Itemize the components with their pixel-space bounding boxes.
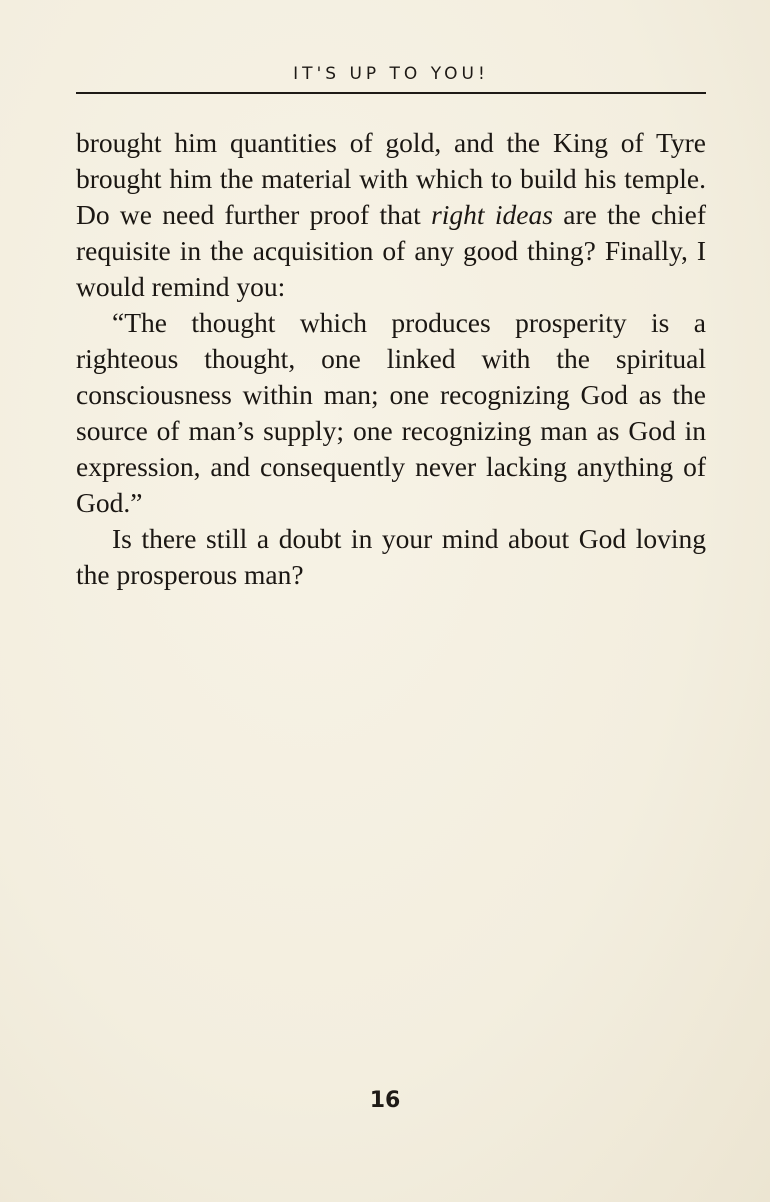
italic-emphasis: right ideas: [431, 199, 553, 230]
body-text: [76, 125, 706, 593]
header-rule: [76, 92, 706, 94]
block-quote: “The thought which produces prosperity is a righteous thought, one linked with the spiritual consciousness within man; one recognizing God as the source of man’s supply; one recognizing man as God in expression, and consequently never lacking anything of God.”: [76, 307, 706, 518]
running-header: IT'S UP TO YOU!: [293, 64, 489, 84]
closing-question: Is there still a doubt in your mind about God loving the prosperous man?: [76, 523, 706, 590]
paragraph-text: brought him quantities of gold, and the King of Tyre brought him the material with which to build his temple. Do we need further proof that: [76, 127, 706, 230]
paragraph-continuation: [76, 125, 706, 305]
page-number: 16: [369, 1088, 401, 1113]
paragraph-text: are the chief requisite in the acquisition of any good thing? Finally, I would remind you:: [76, 199, 706, 302]
